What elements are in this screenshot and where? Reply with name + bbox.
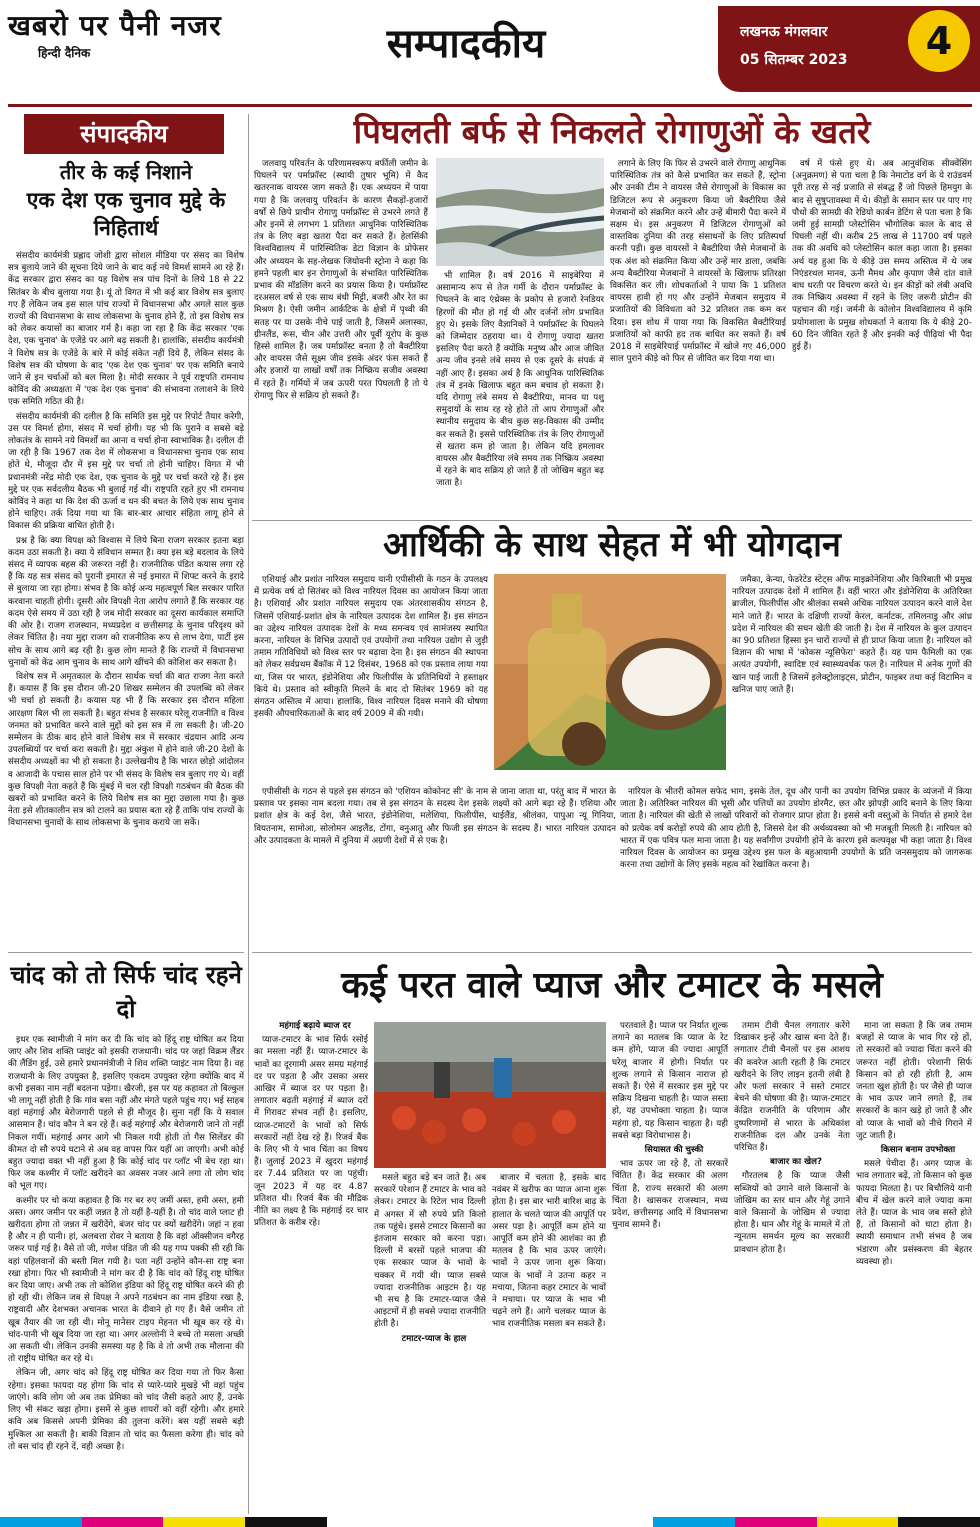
editorial-paragraph: विशेष सत्र में अमृतकाल के दौरान सार्थक चर्चा की बात राजग नेता करते हैं। कयास हैं कि इस दौरान जी-20 शिखर सम्मेलन की उपलब्धि को लेकर भी चर्चा हो सकती है। कयास यह भी हैं कि सरकार इस दौरान महिला आरक्षण बिल भी ला सकती है। बहुत संभव है सरकार घरेलू राजनीति व विश्व जनमत को प्रभावित करने वाले मुद्दों को इस सत्र में ला सकती है। जी-20 सम्मेलन के ठीक बाद होने वाले विशेष सत्र में सरकार चंद्रयान आदि अन्य उपलब्धियों पर चर्चा करा सकती है। मुद्दा अंकुश में होने वाले जी-20 देशों के संसदीय अध्यक्षों का भी हो सकता है। उल्लेखनीय है कि भारत छोड़ो आंदोलन व आजादी के पचास साल होने पर भी संसद के विशेष सत्र बुलाए गए थे। वहीं कुछ विपक्षी नेता कहते हैं कि मुंबई में चल रही विपक्षी गठबंधन की बैठक की खबरों को प्रभावित करने के लिये विशेष सत्र का मुद्दा उछाला गया है। कुछ नेता इसे शीतकालीन सत्र को टालने का प्रयास बता रहे हैं ताकि पांच राज्यों के विधानसभा चुनावों के साथ लोकसभा के चुनाव कराये जा सकें। bbox=[8, 671, 244, 829]
onion-column-1 bbox=[254, 1020, 368, 1514]
ice-column-4 bbox=[792, 158, 972, 516]
onion-subhead: टमाटर-प्याज के हाल bbox=[401, 1333, 467, 1344]
coconut-column-1 bbox=[254, 574, 488, 782]
coconut-paragraph: एशियाई और प्रशांत नारियल समुदाय यानी एपीसीसी के गठन के उपलक्ष्य में प्रत्येक वर्ष दो सितंबर को विश्व नारियल दिवस का आयोजन किया जाता है। एशियाई और प्रशांत नारियल समुदाय एक अंतरशासकीय संगठन है, जिसमें एशियाई-प्रशांत क्षेत्र के नारियल उत्पादक देश शामिल हैं। इस संगठन का उद्देश्य नारियल उत्पादक देशों के मध्य समन्वय एवं सामंजस्य स्थापित करना, नारियल के विभिन्न उत्पादों एवं उपयोगों तथा नारियल उद्योग से जुड़ी तमाम गतिविधियों को विश्व स्तर पर बढ़ावा देना है। इस संगठन की स्थापना को लेकर सर्वप्रथम बैंकॉक में 12 दिसंबर, 1968 को एक प्रस्ताव लाया गया था, जिस पर भारत, इंडोनेशिया और फिलीपींस के प्रतिनिधियों ने हस्ताक्षर किये थे। प्रस्ताव को स्वीकृति मिलने के बाद दो सितंबर 1969 को यह संगठन अस्तित्व में आया। हालांकि, विश्व नारियल दिवस मनाने की घोषणा इसकी औपचारिकताओं के बाद वर्ष 2009 में की गयी। bbox=[254, 575, 488, 720]
section-title: सम्पादकीय bbox=[386, 20, 546, 67]
ice-column-2 bbox=[436, 270, 604, 516]
editorial-label: संपादकीय bbox=[24, 114, 224, 154]
moon-headline: चांद को तो सिर्फ चांद रहने दो bbox=[10, 960, 242, 1023]
coconut-headline: आर्थिकी के साथ सेहत में भी योगदान bbox=[383, 525, 841, 565]
masthead-left bbox=[8, 8, 242, 102]
masthead-rule bbox=[8, 104, 972, 107]
editorial-paragraph: प्रश्न है कि क्या विपक्ष को विश्वास में लिये बिना राजग सरकार इतना बड़ा कदम उठा सकती है। क्या ये संविधान सम्मत है। क्या इस बड़े बदलाव के लिये संसद में व्यापक बहस की जरूरत नहीं है। राजनीतिक पंडित कयास लगा रहे हैं कि यह सत्र संसद को पुरानी इमारत से नई इमारत में शिफ्ट करने के इरादे से बुलाया जा रहा होगा। संभव है कि कोई अन्य महत्वपूर्ण बिल सरकार पारित करवाना चाहती होगी। दूसरी ओर विपक्षी नेता आरोप लगाते हैं कि सरकार यह कदम ऐसे समय में उठा रही है जब मोदी सरकार का दूसरा कार्यकाल समाप्ति की ओर है। राजग राजस्थान, मध्यप्रदेश व छत्तीसगढ़ के चुनाव परिदृश्य को लेकर चिंतित है। नया मुद्दा राजग को राजनीतिक रूप से लाभ देगा, पार्टी इस सोच के साथ आगे बढ़ रही है। कुछ लोग मानते हैं कि राज्यों में विधानसभा चुनावों को केंद्र आम चुनाव के साथ आगे खींचने की कोशिश कर सकता है। bbox=[8, 535, 244, 668]
ice-paragraph: जलवायु परिवर्तन के परिणामस्वरूप बर्फीली जमीन के पिघलने पर पर्माफ्रॉस्ट (स्थायी तुषार भूमि) में कैद खतरनाक वायरस जाग सकते हैं। एक अध्ययन में पाया गया है कि जलवायु परिवर्तन के कारण सैकड़ों-हजारों वर्षों से छिपे प्राचीन रोगाणु पर्माफ्रॉस्ट से उभरने लगते हैं और इनमें से लगभग 1 प्रतिशत आधुनिक पारिस्थितिक तंत्र के लिए बड़ा खतरा पैदा कर सकते हैं। हेलसिंकी विश्वविद्यालय में पारिस्थितिक डेटा विज्ञान के प्रोफेसर और अध्ययन के सह-लेखक जियोवनी स्ट्रोना ने कहा कि हमने पहली बार इन रोगाणुओं के संभावित पारिस्थितिक प्रभाव की मॉडलिंग करने का प्रयास किया है। पर्माफ्रॉस्ट दरअसल वर्ष से एक साथ बंधी मिट्टी, बजरी और रेत का मिश्रण है। ऐसी जमीन आर्कटिक के क्षेत्रों में पृथ्वी की सतह पर या उसके नीचे पाई जाती है, जिसमें अलास्का, ग्रीनलैंड, रूस, चीन और उत्तरी और पूर्वी यूरोप के कुछ हिस्से शामिल हैं। जब पर्माफ्रॉस्ट बनता है तो बैक्टीरिया और वायरस जैसे सूक्ष्म जीव इसके अंदर फंस सकते हैं और हजारों या लाखों वर्षों तक निष्क्रिय सजीव अवस्था में रहते हैं। गर्मियों में जब ऊपरी परत पिघलती है तो ये रोगाणु फिर से सक्रिय हो सकते हैं। bbox=[254, 159, 428, 401]
ice-paragraph: लगाने के लिए कि फिर से उभरने वाले रोगाणु आधुनिक पारिस्थितिक तंत्र को कैसे प्रभावित कर सकते हैं, स्ट्रोना और उनकी टीम ने वायरस जैसे रोगाणुओं के विकास का डिजिटल रूप से अनुकरण किया जो बैक्टीरिया जैसे मेजबानों को संक्रमित करने और उन्हें बीमारी पैदा करने में सक्षम थे। इस अनुकरण में डिजिटल रोगाणुओं को वास्तविक दुनिया की तरह संसाधनों के लिए प्रतिस्पर्धा करनी पड़ी। कुछ वायरसों ने बैक्टीरिया जैसे मेजबानों के एक अंश को संक्रमित किया और उन्हें मार डाला, जबकि अन्य बैक्टीरिया मेजबानों ने वायरसों के खिलाफ प्रतिरक्षा विकसित कर ली। शोधकर्ताओं ने पाया कि 1 प्रतिशत वायरस हावी हो गए और उन्होंने मेजबान समुदाय में प्रजातियों की विविधता को 32 प्रतिशत तक कम कर दिया। इस शोध में पाया गया कि विकसित बैक्टीरियाई प्रजातियों को काफी हद तक बाधित कर सकते हैं। वर्ष 2018 में साइबेरियाई पर्माफ्रॉस्ट में खोजे गए 46,000 साल पुराने कीड़े को फिर से जीवित कर दिया गया था। bbox=[610, 159, 786, 365]
coconut-bottom-left bbox=[254, 786, 616, 946]
divider bbox=[252, 952, 972, 953]
onion-column-5 bbox=[734, 1020, 850, 1514]
onion-photo bbox=[374, 1022, 606, 1168]
onion-paragraph: बाजार में चलता है, इसके बाद नवंबर में खरीफ का प्याज आना शुरू होता है। इस बार भारी बारिश बाढ़ के हालात के चलते प्याज की आपूर्ति पर असर पड़ा है। आपूर्ति कम होने या आपूर्ति कम होने की आशंका का ही मतलब है कि भाव ऊपर जाएंगे। भावों ने ऊपर जाना शुरू किया। प्याज के भावों ने उतना कहर न मचाया, जितना कहर टमाटर के भावों ने मचाया। पर प्याज के भाव भी चढ़ने लगे हैं। आगे चलकर प्याज के भाव राजनीतिक मसला बन सकते हैं। bbox=[492, 1173, 606, 1330]
coconut-paragraph: जमैका, केन्या, फेडरेटेड स्टेट्स ऑफ माइक्रोनेशिया और किरिबाती भी प्रमुख नारियल उत्पादक देशों में शामिल हैं। वहीं भारत और इंडोनेशिया के अतिरिक्त ब्राजील, फिलीपींस और श्रीलंका सबसे अधिक नारियल उत्पादन करने वाले देश माने जाते हैं। भारत के दक्षिणी राज्यों केरल, कर्नाटक, तमिलनाडु और आंध्र प्रदेश में नारियल की सघन खेती की जाती है। देश में नारियल के कुल उत्पादन का 90 प्रतिशत हिस्सा इन चारों राज्यों से ही प्राप्त किया जाता है। नारियल को विज्ञान की भाषा में 'कोकस न्यूसिफेरा' कहते हैं। यह पाम फैमिली का एक अत्यंत उपयोगी, स्वादिष्ट एवं स्वास्थ्यवर्धक फल है। नारियल में अनेक गुणों की खान पाई जाती है जिसमें इलेक्ट्रोलाइट्स, प्रोटीन, फाइबर तथा कई विटामिन व खनिज पाए जाते हैं। bbox=[732, 575, 972, 695]
ice-column-1 bbox=[254, 158, 428, 516]
onion-column-3 bbox=[492, 1172, 606, 1514]
ice-photo bbox=[436, 158, 604, 266]
coconut-paragraph: एपीसीसी के गठन से पहले इस संगठन को 'एशियन कोकोनट सी' के नाम से जाना जाता था, परंतु बाद में भारत के प्रस्ताव पर इसका नाम बदला गया। तब से इस संगठन के सदस्य देश इसके लक्ष्यों को आगे बढ़ा रहे हैं। एशिया और प्रशांत क्षेत्र के कई देश, जैसे भारत, इंडोनेशिया, मलेशिया, फिलीपींस, थाईलैंड, श्रीलंका, पापुआ न्यू गिनिया, वियतनाम, सामोआ, सोलोमन आइलैंड, टोंगा, वनुआतु और फिजी इस संगठन के सदस्य हैं। भारत नारियल उत्पादन और उत्पादकता के मामले में दुनिया में अग्रणी देशों में से एक है। bbox=[254, 787, 616, 846]
ice-headline: पिघलती बर्फ से निकलते रोगाणुओं के खतरे bbox=[353, 112, 871, 151]
editorial-body bbox=[8, 250, 244, 946]
daily-label: हिन्दी दैनिक bbox=[38, 46, 91, 61]
page-number-badge: 4 bbox=[908, 10, 970, 72]
editorial-paragraph: संसदीय कार्यमंत्री प्रह्लाद जोशी द्वारा सोशल मीडिया पर संसद का विशेष सत्र बुलाये जाने की सूचना दिये जाने के बाद कई नये विमर्श सामने आ रहे हैं। केंद्र सरकार द्वारा संसद का यह विशेष सत्र पांच दिनों के लिये 18 से 22 सितंबर के बीच बुलाया गया है। यूं तो विगत में भी कई बार विशेष सत्र बुलाए गए हैं लेकिन जब इस साल पांच राज्यों में विधानसभा और अगले साल कुछ राज्यों की विधानसभा के साथ लोकसभा के चुनाव होने हैं, तो इस विशेष सत्र को लेकर कयासों का बाजार गर्म है। कहा जा रहा है कि केंद्र सरकार 'एक देश, एक चुनाव' के एजेंडे पर आगे बढ़ सकती है। हालांकि, संसदीय कार्यमंत्री ने विशेष सत्र के एजेंडे के बारे में कोई संकेत नहीं दिये हैं, लेकिन संसद के विशेष सत्र की घोषणा के बाद 'एक देश एक चुनाव' पर एक समिति बनाये जाने से इन चर्चाओं को बल मिला है। मोदी सरकार ने पूर्व राष्ट्रपति रामनाथ कोविंद की अध्यक्षता में 'एक देश एक चुनाव' की संभावना तलाशने के लिये एक समिति गठित की है। bbox=[8, 251, 244, 408]
onion-paragraph: माना जा सकता है कि जब तमाम बजहों से प्याज के भाव गिर रहे हों, तो सरकारों को ज्यादा चिंता करने की जरूरत नहीं होती। परेशानी सिर्फ किसान को हो रही होती है, आम जनता खुश होती है। पर जैसे ही प्याज के भाव ऊपर जाने लगते हैं, तब सरकारों के कान खड़े हो जाते हैं और वो प्याज के भावों को नीचे गिराने में जुट जाती हैं। bbox=[856, 1021, 972, 1141]
coconut-photo bbox=[494, 574, 726, 770]
masthead bbox=[0, 0, 980, 104]
ice-column-3 bbox=[610, 158, 786, 516]
color-registration-bar bbox=[0, 1517, 980, 1527]
editorial-paragraph: संसदीय कार्यमंत्री की दलील है कि समिति इस मुद्दे पर रिपोर्ट तैयार करेगी, उस पर विमर्श होगा, संसद में चर्चा होगी। यह भी कि पुराने व सबसे बड़े लोकतंत्र के सामने नये विमर्शों का आना व चर्चा होना स्वाभाविक है। दलील दी जा रही है कि 1967 तक देश में लोकसभा व विधानसभा चुनाव एक साथ होते थे, मौजूदा दौर में इस मुद्दे पर चर्चा तो होनी चाहिए। विगत में भी प्रधानमंत्री नरेंद्र मोदी एक देश, एक चुनाव के मुद्दे पर चर्चा करते रहे हैं। इस मुद्दे पर एक सर्वदलीय बैठक भी बुलाई गई थी। राष्ट्रपति रहते हुए भी रामनाथ कोविंद ने कहा था कि देश की ऊर्जा व धन की बचत के लिये एक साथ चुनाव होने चाहिए। तर्क दिया गया था कि बार-बार आचार संहिता लागू होने से विकास की प्रक्रिया बाधित होती है। bbox=[8, 411, 244, 532]
tagline: खबरो पर पैनी नजर bbox=[8, 9, 222, 42]
divider bbox=[8, 952, 244, 953]
issue-date: 05 सितम्बर 2023 bbox=[740, 52, 848, 68]
onion-headline: कई परत वाले प्याज और टमाटर के मसले bbox=[341, 965, 883, 1006]
onion-subhead: बाजार का खेल? bbox=[770, 1157, 822, 1168]
onion-column-2 bbox=[374, 1172, 486, 1514]
city-day: लखनऊ मंगलवार bbox=[740, 24, 828, 40]
coconut-bottom-right bbox=[620, 786, 972, 946]
onion-paragraph: मसले पेचीदा हैं। अगर प्याज के भाव लगातार बढ़ें, तो किसान को कुछ फायदा मिलता है। पर बिचौलिये यानी बीच में खेल करने वाले ज्यादा कमा लेते हैं। प्याज के भाव जब सस्ते होते हैं, तो किसानों को घाटा होता है। स्थायी समाधान तभी संभव है जब भंडारण और प्रसंस्करण की बेहतर व्यवस्था हो। bbox=[856, 1159, 972, 1267]
moon-paragraph: कश्मीर पर चो कया कहावत है कि गर बर रुए जमीं अस्त, हमी अस्त, हमी अस्त। अगर जमीन पर कहीं जन्नत है तो यहीं है-यहीं है। तो चांद वाले प्लाट ही खरीदता होगा तो जन्नत में खरीदेंगे, बंजर चांद पर क्यों खरीदेंगे। जहां न हवा है और न ही पानी। हां, अलबत्ता रोवर ने बताया है कि वहां ऑक्सीजन वगैरह जरूर पाई गई है। वैसे तो जी, गणेश पंडित जी की यह गप्प पक्की सी रही कि वहां पहिलवानों की बस्ती मिल गयी है। पता नहीं उन्होंने कौन-सा राष्ट्र बना रखा होगा। फिर भी स्वामीजी ने मांग कर दी है कि चांद को हिंदू राष्ट्र घोषित कर दिया जाए। अभी तक तो कोशिश इंडिया को हिंदू राष्ट्र घोषित करने की ही हो रही थी। लेकिन जब से विपक्ष ने अपने गठबंधन का नाम इंडिया रखा है, राष्ट्रवादी और देशभक्त अचानक भारत के दीवाने हो गए हैं। वैसे जमीन तो खूब तैयार की जा रही थी। मोनू मानेसर टाइप मेहनत भी खूब कर रहे थे। चांद-पानी भी खूब दिया जा रहा था। अगर अल्लोनी ने बच्चे तो मसला अच्छी आ सकती थी। लेकिन उनकी समस्या यह है कि वे तो अभी तक मौलाना की तो राष्ट्रीय घोषित कर रहे थे। bbox=[8, 1195, 244, 1365]
ice-paragraph: भी शामिल हैं। वर्ष 2016 में साइबेरिया में असामान्य रूप से तेज गर्मी के दौरान पर्माफ्रॉस्ट के पिघलने के बाद एंथ्रेक्स के प्रकोप से हजारों रेनडियर हिरणों की मौत हो गई थी और दर्जनों लोग प्रभावित हुए थे। इसके लिए वैज्ञानिकों ने पर्माफ्रॉस्ट के पिघलने को जिम्मेदार ठहराया था। ये रोगाणु ज्यादा खतरा इसलिए पैदा करते हैं क्योंकि मनुष्य और आज जीवित अन्य जीव इनसे लंबे समय से एक दूसरे के संपर्क में नहीं आए हैं। इसका अर्थ है कि आधुनिक पारिस्थितिक तंत्र में इनके खिलाफ बहुत कम बचाव हो सकता है। यदि रोगाणु लंबे समय से बैक्टीरिया, मानव या पशु समुदायों के साथ रह रहे होते तो आप रोगाणुओं और स्थानीय समुदाय के बीच कुछ सह-विकास की उम्मीद कर सकते हैं। इससे पारिस्थितिक तंत्र के लिए रोगाणुओं से खतरा कम हो जाता है। लेकिन यदि हमलावर वायरस और बैक्टीरिया लंबे समय तक निष्क्रिय अवस्था में रहने के बाद सक्रिय हो जाते हैं तो जोखिम बहुत बढ़ जाता है। bbox=[436, 271, 604, 489]
onion-paragraph: प्याज-टमाटर के भाव सिर्फ रसोई का मसला नहीं हैं। प्याज-टमाटर के भावों का दूरगामी असर समग्र महंगाई दर पर पड़ता है और उसका असर आखिर में ब्याज दर पर पड़ता है। लगातार बढ़ती महंगाई में ब्याज दरों में गिरावट संभव नहीं है। इसलिए, प्याज-टमाटरों के भावों को सिर्फ सरकारों नहीं देख रहे हैं। रिजर्व बैंक के लिए भी ये भाव चिंता का विषय हैं। जुलाई 2023 में खुदरा महंगाई दर 7.44 प्रतिशत पर जा पहुंची। जून 2023 में यह दर 4.87 प्रतिशत थी। रिजर्व बैंक की मौद्रिक नीति का लक्ष्य है कि महंगाई दर चार प्रतिशत के करीब रहे। bbox=[254, 1035, 368, 1229]
ice-paragraph: वर्ष में फंसे हुए थे। अब आनुवंशिक सीक्वेंसिंग (अनुक्रमण) से पता चला है कि नेमाटोड वर्ग के ये राउंडवर्म पूरी तरह से नई प्रजाति से संबद्ध हैं जो पिछले हिमयुग के बाद से सुषुप्तावस्था में थे। कीड़ों के समान स्तर पर पाए गए पौधों की सामग्री की रेडियो कार्बन डेटिंग से पता चला है कि जमी हुई सामग्री प्लेस्टोसिन भौगोलिक काल के बाद से पिघली नहीं थी। करीब 25 लाख से 11700 वर्ष पहले तक की अवधि को प्लेस्टोसिन काल कहा जाता है। इसका अर्थ यह हुआ कि ये कीड़े उस समय अस्तित्व में थे जब निएंडरथल मानव, ऊनी मैमथ और कृपाण जैसे दांत वाले बाघ धरती पर विचरण करते थे। इन कीड़ों को लंबी अवधि तक निष्क्रिय अवस्था में रहने के लिए जरूरी प्रोटीन की पहचान की गई। जर्मनी के कोलोन विश्वविद्यालय में कृमि प्रयोगशाला के प्रमुख शोधकर्ता ने बताया कि ये कीड़े 20-60 दिन जीवित रहते हैं और इनकी कई पीढ़ियां भी पैदा हुई हैं। bbox=[792, 159, 972, 353]
onion-paragraph: परतवाले हैं। प्याज पर निर्यात शुल्क लगाने का मतलब कि प्याज के रेट कम होंगे, प्याज की ज्यादा आपूर्ति घरेलू बाजार में होगी। निर्यात पर शुल्क लगाने से किसान नाराज हो सकते हैं। ऐसे में सरकार इस मुद्दे पर सक्रिय दिखना चाहती है। प्याज सस्ता हो, यह उपभोक्ता चाहता है। प्याज महंगा हो, यह किसान चाहता है। यही सबसे बड़ा विरोधाभास है। bbox=[612, 1021, 728, 1141]
onion-paragraph: गौरतलब है कि प्याज जैसी सब्जियों को उगाने वाले किसानों के जोखिम का स्तर धान और गेहूं उगाने वाले किसानों के जोखिम से ज्यादा होता है। धान और गेहूं के मामले में तो न्यूनतम समर्थन मूल्य का सरकारी प्रावधान होता है। bbox=[734, 1171, 850, 1255]
onion-column-6 bbox=[856, 1020, 972, 1514]
divider bbox=[252, 520, 972, 521]
column-divider bbox=[248, 114, 249, 1514]
onion-column-4 bbox=[612, 1020, 728, 1514]
onion-paragraph: भाव ऊपर जा रहे हैं, तो सरकारें चिंतित हैं। केंद्र सरकार की अलग चिंता है, राज्य सरकारों की अलग चिंता है। खासकर राजस्थान, मध्य प्रदेश, छत्तीसगढ़ आदि में विधानसभा चुनाव सामने हैं। bbox=[612, 1159, 728, 1231]
coconut-paragraph: नारियल के भीतरी कोमल सफेद भाग, इसके तेल, दूध और पानी का उपयोग विभिन्न प्रकार के व्यंजनों में किया जाता है। अतिरिक्त नारियल की भूसी और पत्तियों का उपयोग डोरमैट, छत और झोपड़ी आदि बनाने के लिए किया जाता है। नारियल की खेती से लाखों परिवारों को रोजगार प्राप्त होता है। इससे बनी वस्तुओं के निर्यात से हमारे देश को प्रत्येक वर्ष करोड़ों रुपये की आय होती है, जिससे देश की अर्थव्यवस्था को भी मजबूती मिलती है। नारियल को भारत में एक पवित्र फल माना जाता है। यह सर्वांगीण उपयोगी होने के कारण इसे कल्पवृक्ष भी कहा जाता है। विश्व नारियल दिवस के आयोजन का प्रमुख उद्देश्य इस फल के बहुआयामी उपयोगों के प्रति जनसमुदाय को जागरूक करना तथा उद्योगों के लिए इसके महत्व को रेखांकित करना है। bbox=[620, 787, 972, 871]
onion-subhead: महंगाई बढ़ाये ब्याज दर bbox=[279, 1021, 351, 1031]
onion-paragraph: मसले बहुत बड़े बन जाते हैं। अब सरकारें परेशान हैं टमाटर के भाव को लेकर। टमाटर के रिटेल भाव दिल्ली में अगस्त में सौ रुपये प्रति किलो तक पहुंचे। इससे टमाटर किसानों का इंतजाम सरकार को करना पड़ा। दिल्ली में बरसों पहले भाजपा की एक सरकार प्याज के भावों के चक्कर में गयी थी। प्याज सबसे ज्यादा राजनीतिक आइटम है। यह भी सच है कि टमाटर-प्याज जैसे आइटमों में ही सबसे ज्यादा राजनीति होती है। bbox=[374, 1173, 486, 1330]
moon-paragraph: इधर एक स्वामीजी ने मांग कर दी कि चांद को हिंदू राष्ट्र घोषित कर दिया जाए और शिव शक्ति प्वाइंट को इसकी राजधानी। चांद पर जहां विक्रम लैंडर की लैंडिंग हुई, उसे हमारे प्रधानमंत्रीजी ने शिव शक्ति प्वाइंट नाम दिया है। वह राजधानी के लिए उपयुक्त है, इसलिए एकदम उपयुक्त रहेगा क्योंकि बाद में कभी इसका नाम नहीं बदलना पड़ेगा। खैरजी, इस पर यह कहावत तो बिल्कुल भी लागू नहीं होती है कि गांव बसा नहीं और मंगते पहले पहुंच गए। भई साहब वहां महंगाई और बेरोजगारी पहले से ही मौजूद है। सुना नहीं कि ये सवाल आसमान हैं। चांद कौन ने बन रहे हैं। कई महंगाई और बेरोजगारी जाने तो नहीं निकल गयीं। महंगाई अगर आगे भी निकल गयी होती तो गैस सिलेंडर की कीमत दो सौ रुपये घटाने से अब वह वापस फिर यहीं आ जाएगी। अभी कोई बहुत ज्यादा वक्त भी नहीं हुआ है कि कोई चांद पर प्लॉट भी बेच रहा था। फिर जब कश्मीर में प्लॉट खरीदने का अवसर नजर आने लगा तो लोग चांद को भूल गए। bbox=[8, 1035, 244, 1192]
coconut-column-2 bbox=[732, 574, 972, 782]
onion-paragraph: तमाम टीवी चैनल लगातार करेंगे दिखाकर इन्हें और खास बना देते हैं। लगातार टीवी चैनलों पर इस आशय की कवरेज आती रहती है कि टमाटर खरीदने के लिए लाइन इतनी लंबी है और फलां सरकार ने सस्ते टमाटर बेचने की घोषणा की है। प्याज-टमाटर केंद्रित राजनीति के परिणाम और दुष्परिणामों से भारत के अधिकांश राजनीतिक दल और उनके नेता परिचित हैं। bbox=[734, 1021, 850, 1154]
moon-body bbox=[8, 1034, 244, 1514]
editorial-headline: एक देश एक चुनाव मुद्दे के निहितार्थ bbox=[26, 187, 226, 240]
editorial-kicker: तीर के कई निशाने bbox=[59, 160, 193, 184]
onion-subhead: सियासत की चुस्की bbox=[644, 1145, 704, 1156]
onion-subhead: किसान बनाम उपभोक्ता bbox=[880, 1145, 956, 1156]
moon-paragraph: लेकिन जी, अगर चांद को हिंदू राष्ट्र घोषित कर दिया गया तो फिर कैसा रहेगा। इसका फायदा यह होगा कि चांद से प्यारे-प्यारे मुखड़े भी वहां पहुंच जाएंगे। कवि लोग जो अब तक प्रेमिका को चांद जैसी कहते आए हैं, उनके लिए भी संकट खड़ा होगा। इसमें से कुछ शायरों को वहीं रहेगी। और हमारे कवि अब किससे अपनी प्रेमिका की तुलना करेंगे। बस यहीं सबसे बड़ी मुश्किल आ सकती है। बाकी विज्ञान तो चांद का फैसला करेगा ही। चांद को तो बस चांद ही रहने दें, वही अच्छा है। bbox=[8, 1368, 244, 1452]
